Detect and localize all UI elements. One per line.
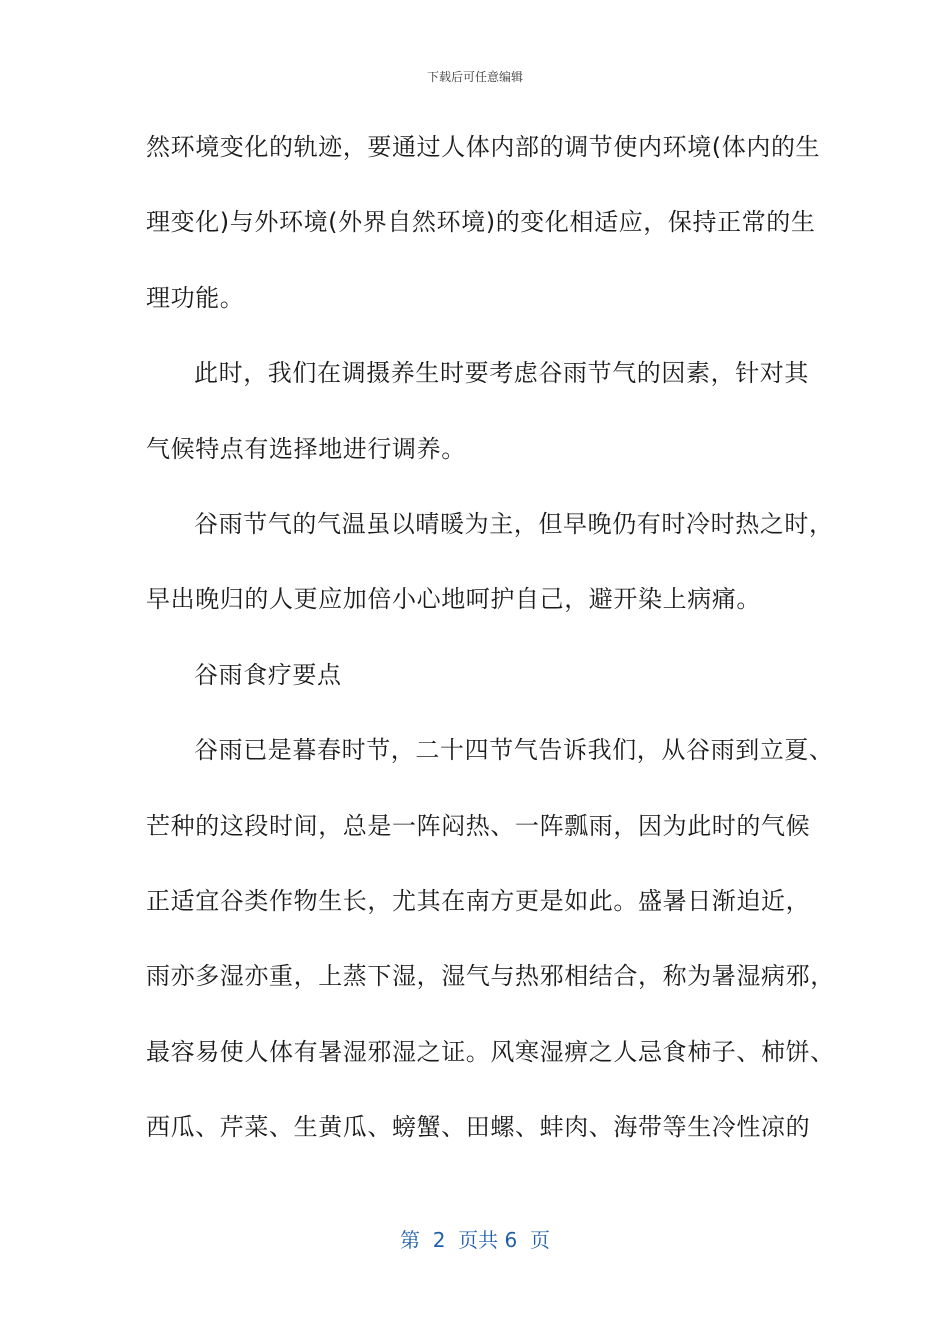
section-heading: 谷雨食疗要点: [194, 660, 342, 689]
header-note: 下载后可任意编辑: [426, 70, 523, 84]
text-line: 芒种的这段时间，总是一阵闷热、一阵瓢雨，因为此时的气候: [146, 811, 811, 840]
paragraph-start-line: 此时，我们在调摄养生时要考虑谷雨节气的因素，针对其: [194, 359, 809, 388]
paragraph-start-line: 谷雨已是暮春时节，二十四节气告诉我们，从谷雨到立夏、: [194, 736, 834, 765]
text-line: 雨亦多湿亦重，上蒸下湿，湿气与热邪相结合，称为暑湿病邪，: [146, 962, 835, 991]
text-line: 然环境变化的轨迹，要通过人体内部的调节使内环境(体内的生: [146, 133, 821, 161]
text-line: 理功能。: [146, 283, 245, 312]
document-body: [146, 118, 835, 1173]
text-line: 气候特点有选择地进行调养。: [146, 434, 466, 463]
paragraph-start-line: 谷雨节气的气温虽以晴暖为主，但早晚仍有时冷时热之时，: [194, 509, 834, 538]
text-line: 早出晚归的人更应加倍小心地呵护自己，避开染上病痛。: [146, 585, 761, 614]
text-line: 正适宜谷类作物生长，尤其在南方更是如此。盛暑日渐迫近，: [146, 886, 811, 915]
page-number: 第 2 页共 6 页: [400, 1228, 550, 1252]
text-line: 最容易使人体有暑湿邪湿之证。风寒湿痹之人忌食柿子、柿饼、: [146, 1037, 835, 1066]
text-line: 西瓜、芹菜、生黄瓜、螃蟹、田螺、蚌肉、海带等生冷性凉的: [146, 1113, 811, 1142]
text-line: 理变化)与外环境(外界自然环境)的变化相适应，保持正常的生: [146, 208, 816, 237]
